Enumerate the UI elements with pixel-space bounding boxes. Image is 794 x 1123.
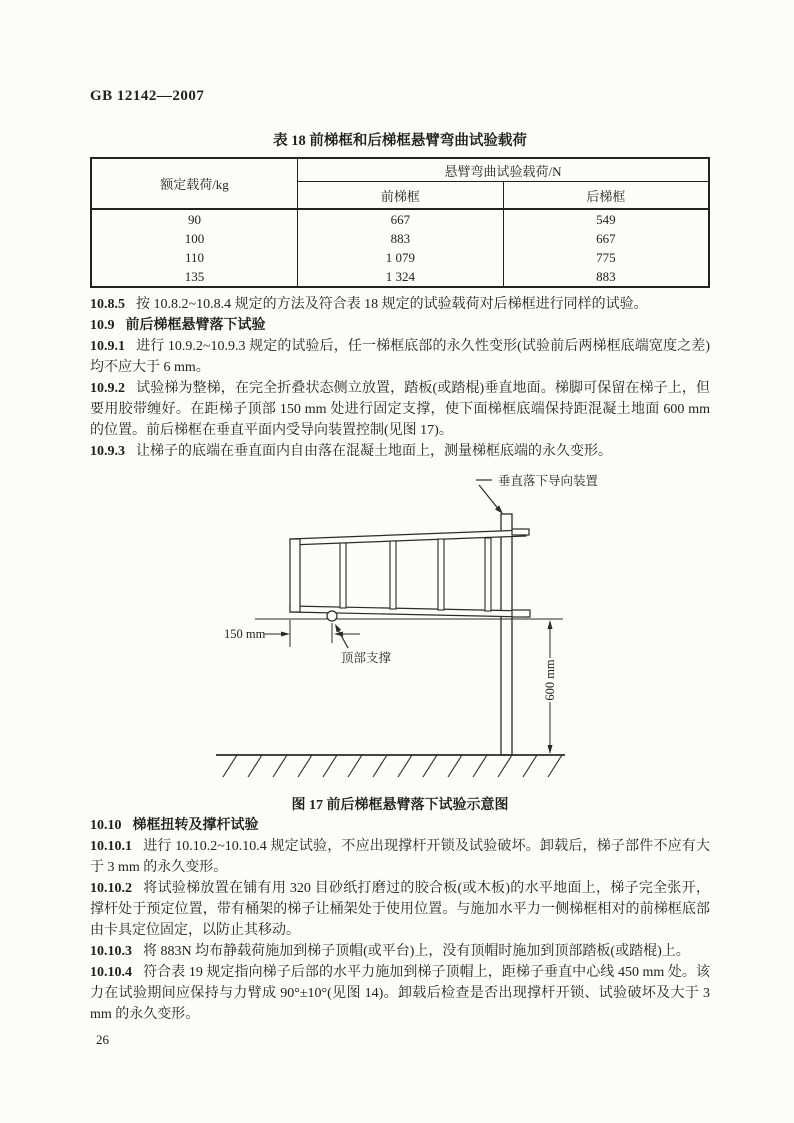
cell-front-load: 883 bbox=[298, 229, 504, 248]
heading-text: 梯框扭转及撑杆试验 bbox=[132, 818, 259, 833]
ladder-drop-test-diagram bbox=[148, 462, 648, 782]
clause-10-8-5 bbox=[90, 294, 710, 315]
ground-hatching bbox=[223, 755, 562, 777]
bottom-rail-stub bbox=[512, 610, 530, 617]
clause-10-10-2 bbox=[90, 878, 710, 941]
ladder-rung bbox=[485, 538, 491, 611]
clause-number: 10.9.3 bbox=[90, 444, 125, 459]
clause-text: 符合表 19 规定指向梯子后部的水平力施加到梯子顶帽上，距梯子垂直中心线 450 mm 处。该力在试验期间应保持与力臂成 90°±10°(见图 14)。卸载后检查是否出现撑杆开锁、试验破坏及大于 3 mm 的永久变形。 bbox=[90, 965, 710, 1022]
dimension-150mm-label: 150 mm bbox=[224, 627, 266, 641]
col-header-rated-load: 额定载荷/kg bbox=[91, 158, 298, 209]
clause-text: 进行 10.9.2~10.9.3 规定的试验后，任一梯框底部的永久性变形(试验前后两梯框底端宽度之差)均不应大于 6 mm。 bbox=[90, 339, 710, 375]
cell-rated-load: 90 bbox=[91, 209, 298, 229]
cell-front-load: 667 bbox=[298, 209, 504, 229]
cell-rear-load: 549 bbox=[503, 209, 709, 229]
heading-10-10 bbox=[90, 815, 710, 836]
clause-number: 10.10 bbox=[90, 818, 122, 833]
ladder-rung bbox=[340, 543, 346, 608]
guide-device-label: 垂直落下导向装置 bbox=[498, 474, 599, 488]
figure-17-caption: 图 17 前后梯框悬臂落下试验示意图 bbox=[291, 798, 509, 813]
dimension-arrowhead bbox=[548, 745, 553, 754]
ladder-rung bbox=[438, 539, 444, 610]
dimension-arrowhead bbox=[281, 632, 290, 637]
table-row bbox=[91, 229, 709, 248]
clause-10-10-4 bbox=[90, 962, 710, 1025]
dimension-600mm-label: 600 mm bbox=[543, 659, 557, 701]
clause-number: 10.10.3 bbox=[90, 944, 132, 959]
top-support-label: 顶部支撑 bbox=[341, 651, 392, 665]
clause-number: 10.8.5 bbox=[90, 297, 125, 312]
standard-number: GB 12142—2007 bbox=[90, 88, 205, 104]
clause-number: 10.9 bbox=[90, 318, 115, 333]
clause-number: 10.9.2 bbox=[90, 381, 125, 396]
col-header-rear-rail: 后梯框 bbox=[503, 182, 709, 210]
cell-rear-load: 883 bbox=[503, 267, 709, 287]
top-support-roller bbox=[327, 611, 337, 621]
clause-text: 试验梯为整梯，在完全折叠状态侧立放置，踏板(或踏棍)垂直地面。梯脚可保留在梯子上，但要用胶带缠好。在距梯子顶部 150 mm 处进行固定支撑，使下面梯框底端保持距混凝土地面 600 mm 的位置。前后梯框在垂直平面内受导向装置控制(见图 17)。 bbox=[90, 381, 710, 438]
cell-front-load: 1 324 bbox=[298, 267, 504, 287]
ladder-end-cap bbox=[290, 539, 300, 612]
clause-number: 10.10.1 bbox=[90, 839, 132, 854]
heading-text: 前后梯框悬臂落下试验 bbox=[125, 318, 266, 333]
top-rail-stub bbox=[512, 529, 529, 535]
clause-10-9-2 bbox=[90, 378, 710, 441]
heading-10-9 bbox=[90, 315, 710, 336]
table-row bbox=[91, 209, 709, 229]
cell-rear-load: 667 bbox=[503, 229, 709, 248]
ladder-rung bbox=[390, 541, 396, 609]
clause-text: 进行 10.10.2~10.10.4 规定试验，不应出现撑杆开锁及试验破坏。卸载后，梯子部件不应有大于 3 mm 的永久变形。 bbox=[90, 839, 710, 875]
cell-front-load: 1 079 bbox=[298, 248, 504, 267]
clause-text: 将 883N 均布静载荷施加到梯子顶帽(或平台)上，没有顶帽时施加到顶部踏板(或踏棍)上。 bbox=[143, 944, 690, 959]
clause-10-10-1 bbox=[90, 836, 710, 878]
col-header-group: 悬臂弯曲试验载荷/N bbox=[298, 158, 710, 182]
page-content bbox=[90, 0, 710, 1048]
cell-rear-load: 775 bbox=[503, 248, 709, 267]
clause-number: 10.10.4 bbox=[90, 965, 132, 980]
clause-text: 让梯子的底端在垂直面内自由落在混凝土地面上，测量梯框底端的永久变形。 bbox=[136, 444, 612, 459]
cell-rated-load: 100 bbox=[91, 229, 298, 248]
leader-arrowhead bbox=[335, 624, 341, 632]
guide-post bbox=[501, 514, 512, 755]
col-header-front-rail: 前梯框 bbox=[298, 182, 504, 210]
clause-10-9-3 bbox=[90, 441, 710, 462]
page-number: 26 bbox=[96, 1032, 109, 1047]
table-row bbox=[91, 248, 709, 267]
figure-17 bbox=[90, 462, 710, 792]
clause-number: 10.10.2 bbox=[90, 881, 132, 896]
clause-10-10-3 bbox=[90, 941, 710, 962]
table-18-title: 表 18 前梯框和后梯框悬臂弯曲试验载荷 bbox=[273, 133, 527, 149]
dimension-arrowhead bbox=[548, 620, 553, 629]
clause-text: 按 10.8.2~10.8.4 规定的方法及符合表 18 规定的试验载荷对后梯框进行同样的试验。 bbox=[136, 297, 648, 312]
clause-text: 将试验梯放置在铺有用 320 目砂纸打磨过的胶合板(或木板)的水平地面上，梯子完全张开，撑杆处于预定位置，带有桶架的梯子让桶架处于使用位置。与施加水平力一侧梯框相对的前梯框底部由卡具定位固定，以防止其移动。 bbox=[90, 881, 710, 938]
ladder-bottom-rail bbox=[290, 606, 528, 617]
table-18 bbox=[90, 157, 710, 288]
cell-rated-load: 110 bbox=[91, 248, 298, 267]
clause-10-9-1 bbox=[90, 336, 710, 378]
table-header-row-1 bbox=[91, 158, 709, 182]
cell-rated-load: 135 bbox=[91, 267, 298, 287]
clause-number: 10.9.1 bbox=[90, 339, 125, 354]
table-row bbox=[91, 267, 709, 287]
